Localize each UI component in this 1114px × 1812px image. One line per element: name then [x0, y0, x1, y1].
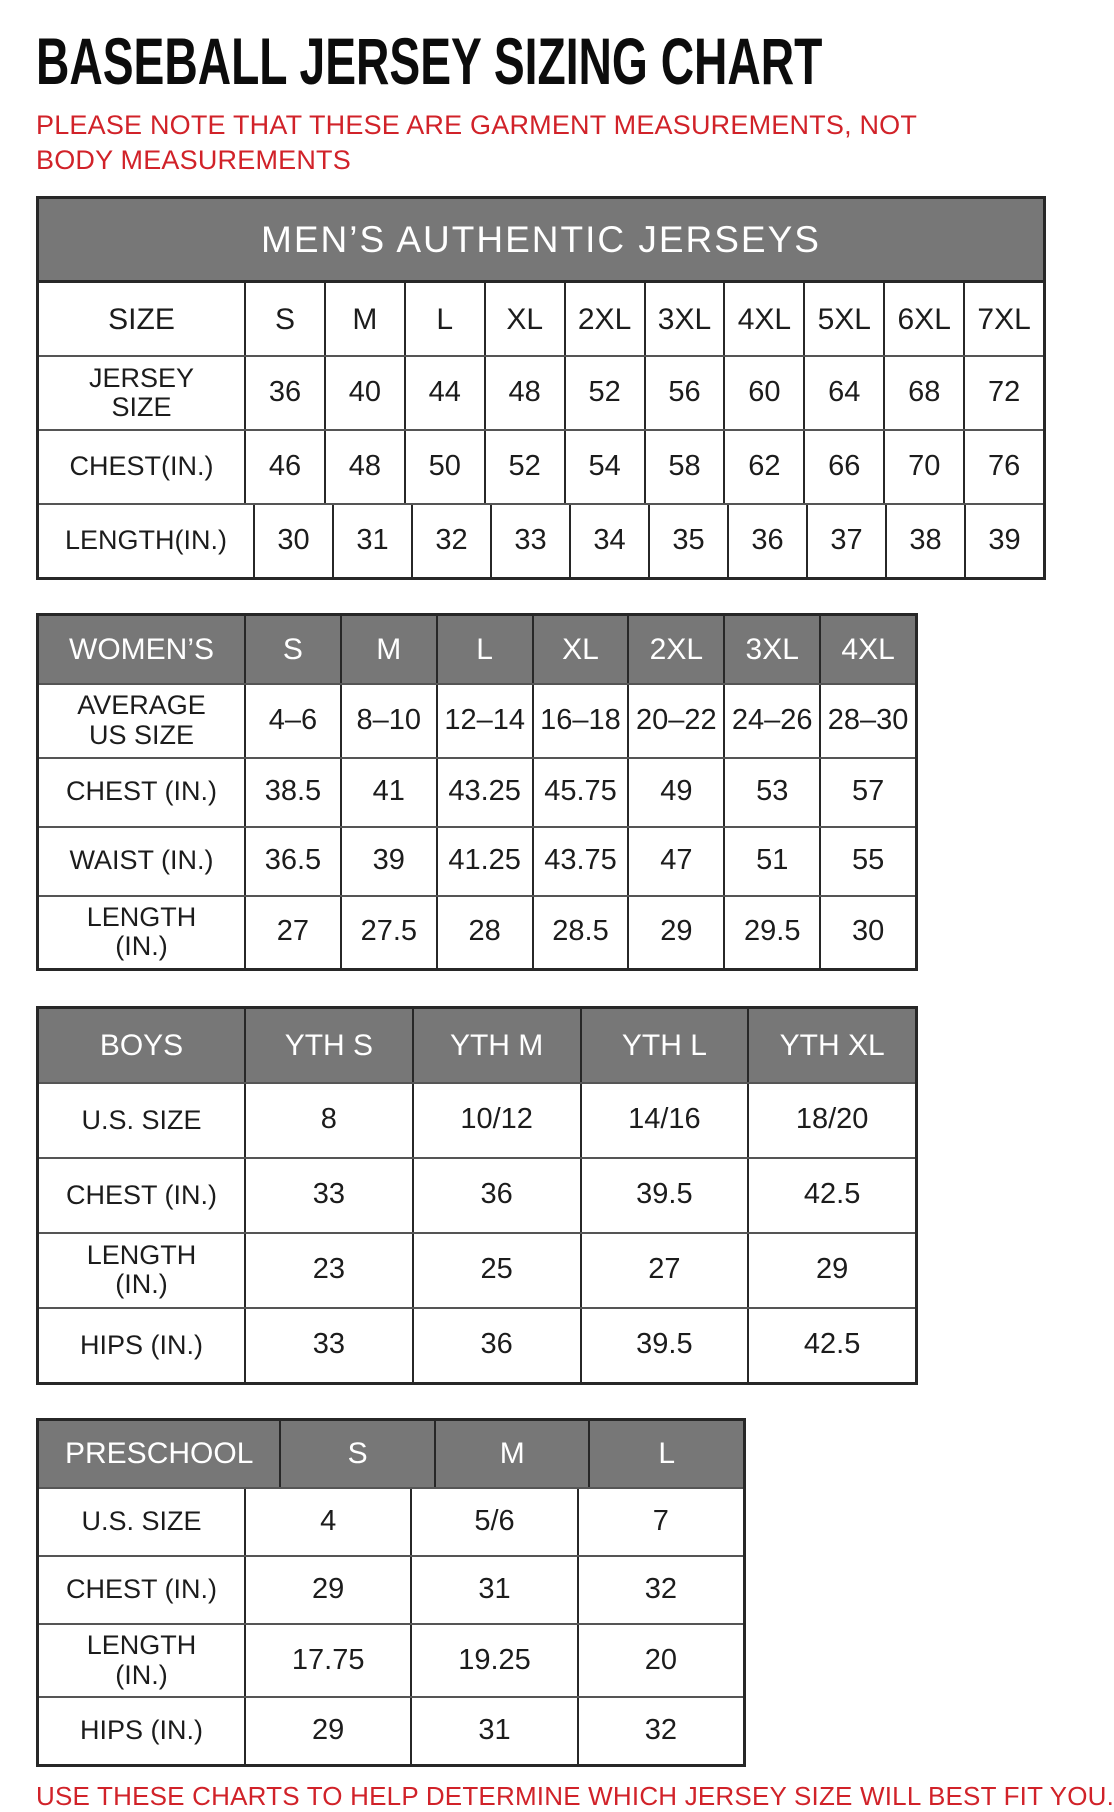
measurement-value-cell: 31	[332, 505, 411, 577]
measurement-value-cell: 8–10	[340, 685, 436, 756]
measurement-value-cell: 29	[244, 1698, 410, 1764]
measurement-value-cell: 51	[723, 828, 819, 895]
measurement-value-cell: 60	[723, 357, 803, 429]
measurement-value-cell: 43.25	[436, 759, 532, 826]
measurement-value-cell: 32	[577, 1698, 743, 1764]
measurement-value-cell: 43.75	[532, 828, 628, 895]
measurement-value-cell: 46	[244, 431, 324, 503]
measurement-value-cell: 36	[412, 1159, 580, 1232]
measurement-value-cell: 31	[410, 1557, 576, 1623]
measurement-value-cell: 41	[340, 759, 436, 826]
measurement-value-cell: 39	[340, 828, 436, 895]
womens-sizing-table	[36, 613, 918, 971]
measurement-value-cell: 54	[564, 431, 644, 503]
measurement-value-cell: 53	[723, 759, 819, 826]
measurement-value-cell: 35	[648, 505, 727, 577]
header-label-cell: SIZE	[108, 302, 175, 336]
measurement-value-cell: 33	[244, 1159, 412, 1232]
header-label-cell: BOYS	[39, 1009, 244, 1082]
measurement-value-cell: 27	[580, 1234, 748, 1307]
fit-advice-footer: USE THESE CHARTS TO HELP DETERMINE WHICH JERSEY SIZE WILL BEST FIT YOU.	[36, 1781, 1114, 1812]
measurement-value-cell: 42.5	[747, 1309, 915, 1382]
size-column-header-cell: YTH S	[244, 1009, 412, 1082]
measurement-value-cell: 27.5	[340, 897, 436, 968]
measurement-value-cell: 39.5	[580, 1159, 748, 1232]
measurement-value-cell: 41.25	[436, 828, 532, 895]
size-column-header-cell: XL	[532, 616, 628, 683]
measurement-value-cell: 30	[253, 505, 332, 577]
size-column-header-cell: S	[244, 283, 324, 355]
row-label-cell: CHEST(IN.)	[69, 451, 214, 482]
measurement-value-cell: 20	[577, 1625, 743, 1696]
table-row	[39, 1232, 915, 1307]
measurement-value-cell: 29.5	[723, 897, 819, 968]
size-column-header-cell: XL	[484, 283, 564, 355]
table-row	[39, 826, 915, 895]
header-label-cell: PRESCHOOL	[39, 1421, 279, 1487]
table-header-row	[39, 1009, 915, 1082]
mens-sizing-table	[36, 196, 1046, 580]
table-row	[39, 1307, 915, 1382]
measurement-value-cell: 30	[819, 897, 915, 968]
measurement-value-cell: 34	[569, 505, 648, 577]
measurement-value-cell: 28.5	[532, 897, 628, 968]
measurement-value-cell: 36	[244, 357, 324, 429]
measurement-value-cell: 58	[644, 431, 724, 503]
table-row	[39, 355, 1043, 429]
measurement-value-cell: 36.5	[244, 828, 340, 895]
measurement-value-cell: 10/12	[412, 1084, 580, 1157]
table-banner: MEN’S AUTHENTIC JERSEYS	[39, 199, 1043, 283]
garment-measurement-note: PLEASE NOTE THAT THESE ARE GARMENT MEASUREMENTS, NOT BODY MEASUREMENTS	[36, 110, 917, 176]
size-column-header-cell: S	[279, 1421, 434, 1487]
measurement-value-cell: 29	[244, 1557, 410, 1623]
measurement-value-cell: 25	[412, 1234, 580, 1307]
measurement-value-cell: 28	[436, 897, 532, 968]
measurement-value-cell: 55	[819, 828, 915, 895]
measurement-value-cell: 56	[644, 357, 724, 429]
row-label-cell: LENGTH(IN.)	[65, 525, 227, 556]
measurement-value-cell: 62	[723, 431, 803, 503]
measurement-value-cell: 17.75	[244, 1625, 410, 1696]
row-label-cell: U.S. SIZE	[81, 1506, 202, 1537]
size-column-header-cell: L	[588, 1421, 743, 1487]
row-label-cell: WAIST (IN.)	[69, 845, 214, 876]
measurement-value-cell: 38	[885, 505, 964, 577]
measurement-value-cell: 48	[324, 431, 404, 503]
measurement-value-cell: 8	[244, 1084, 412, 1157]
measurement-value-cell: 66	[803, 431, 883, 503]
measurement-value-cell: 7	[577, 1489, 743, 1555]
table-row	[39, 1623, 743, 1696]
row-label-cell: AVERAGE US SIZE	[77, 690, 206, 750]
size-column-header-cell: YTH M	[412, 1009, 580, 1082]
measurement-value-cell: 36	[727, 505, 806, 577]
measurement-value-cell: 32	[577, 1557, 743, 1623]
size-column-header-cell: M	[340, 616, 436, 683]
row-label-cell: HIPS (IN.)	[79, 1329, 203, 1360]
preschool-sizing-table	[36, 1418, 746, 1767]
row-label-cell: HIPS (IN.)	[79, 1715, 203, 1746]
measurement-value-cell: 40	[324, 357, 404, 429]
measurement-value-cell: 31	[410, 1698, 576, 1764]
measurement-value-cell: 52	[564, 357, 644, 429]
measurement-value-cell: 4–6	[244, 685, 340, 756]
row-label-cell: JERSEY SIZE	[88, 362, 195, 423]
boys-sizing-table	[36, 1006, 918, 1385]
measurement-value-cell: 72	[963, 357, 1043, 429]
measurement-value-cell: 27	[244, 897, 340, 968]
table-row	[39, 895, 915, 968]
size-column-header-cell: 4XL	[819, 616, 915, 683]
row-label-cell: LENGTH (IN.)	[86, 1239, 197, 1300]
size-column-header-cell: 4XL	[723, 283, 803, 355]
measurement-value-cell: 57	[819, 759, 915, 826]
measurement-value-cell: 24–26	[723, 685, 819, 756]
row-label-cell: CHEST (IN.)	[65, 1179, 217, 1210]
table-header-row	[39, 283, 1043, 355]
measurement-value-cell: 29	[747, 1234, 915, 1307]
measurement-value-cell: 23	[244, 1234, 412, 1307]
size-column-header-cell: 5XL	[803, 283, 883, 355]
measurement-value-cell: 52	[484, 431, 564, 503]
size-column-header-cell: M	[434, 1421, 589, 1487]
size-column-header-cell: 6XL	[883, 283, 963, 355]
measurement-value-cell: 64	[803, 357, 883, 429]
size-column-header-cell: YTH L	[580, 1009, 748, 1082]
size-column-header-cell: YTH XL	[747, 1009, 915, 1082]
table-row	[39, 757, 915, 826]
measurement-value-cell: 16–18	[532, 685, 628, 756]
measurement-value-cell: 29	[627, 897, 723, 968]
measurement-value-cell: 39	[964, 505, 1043, 577]
table-row	[39, 1696, 743, 1764]
measurement-value-cell: 47	[627, 828, 723, 895]
size-column-header-cell: 2XL	[627, 616, 723, 683]
table-row	[39, 1555, 743, 1623]
table-row	[39, 683, 915, 756]
measurement-value-cell: 37	[806, 505, 885, 577]
measurement-value-cell: 33	[244, 1309, 412, 1382]
table-row	[39, 1487, 743, 1555]
size-column-header-cell: S	[244, 616, 340, 683]
measurement-value-cell: 70	[883, 431, 963, 503]
size-column-header-cell: L	[436, 616, 532, 683]
measurement-value-cell: 50	[404, 431, 484, 503]
size-column-header-cell: M	[324, 283, 404, 355]
row-label-cell: U.S. SIZE	[81, 1104, 202, 1135]
table-row	[39, 1082, 915, 1157]
table-header-row	[39, 616, 915, 683]
row-label-cell: LENGTH (IN.)	[86, 1629, 197, 1690]
measurement-value-cell: 18/20	[747, 1084, 915, 1157]
measurement-value-cell: 38.5	[244, 759, 340, 826]
row-label-cell: CHEST (IN.)	[65, 1574, 217, 1605]
measurement-value-cell: 36	[412, 1309, 580, 1382]
measurement-value-cell: 32	[411, 505, 490, 577]
measurement-value-cell: 45.75	[532, 759, 628, 826]
size-column-header-cell: 2XL	[564, 283, 644, 355]
size-column-header-cell: 7XL	[963, 283, 1043, 355]
measurement-value-cell: 33	[490, 505, 569, 577]
measurement-value-cell: 49	[627, 759, 723, 826]
measurement-value-cell: 4	[244, 1489, 410, 1555]
table-row	[39, 429, 1043, 503]
measurement-value-cell: 14/16	[580, 1084, 748, 1157]
size-column-header-cell: L	[404, 283, 484, 355]
measurement-value-cell: 12–14	[436, 685, 532, 756]
measurement-value-cell: 28–30	[819, 685, 915, 756]
header-label-cell: WOMEN’S	[39, 616, 244, 683]
measurement-value-cell: 48	[484, 357, 564, 429]
measurement-value-cell: 68	[883, 357, 963, 429]
measurement-value-cell: 19.25	[410, 1625, 576, 1696]
measurement-value-cell: 44	[404, 357, 484, 429]
table-row	[39, 1157, 915, 1232]
size-column-header-cell: 3XL	[723, 616, 819, 683]
table-row	[39, 503, 1043, 577]
size-column-header-cell: 3XL	[644, 283, 724, 355]
table-header-row	[39, 1421, 743, 1487]
row-label-cell: CHEST (IN.)	[65, 776, 217, 807]
measurement-value-cell: 20–22	[627, 685, 723, 756]
measurement-value-cell: 42.5	[747, 1159, 915, 1232]
measurement-value-cell: 76	[963, 431, 1043, 503]
measurement-value-cell: 5/6	[410, 1489, 576, 1555]
measurement-value-cell: 39.5	[580, 1309, 748, 1382]
row-label-cell: LENGTH (IN.)	[86, 901, 197, 962]
page-title: BASEBALL JERSEY SIZING CHART	[36, 24, 823, 98]
